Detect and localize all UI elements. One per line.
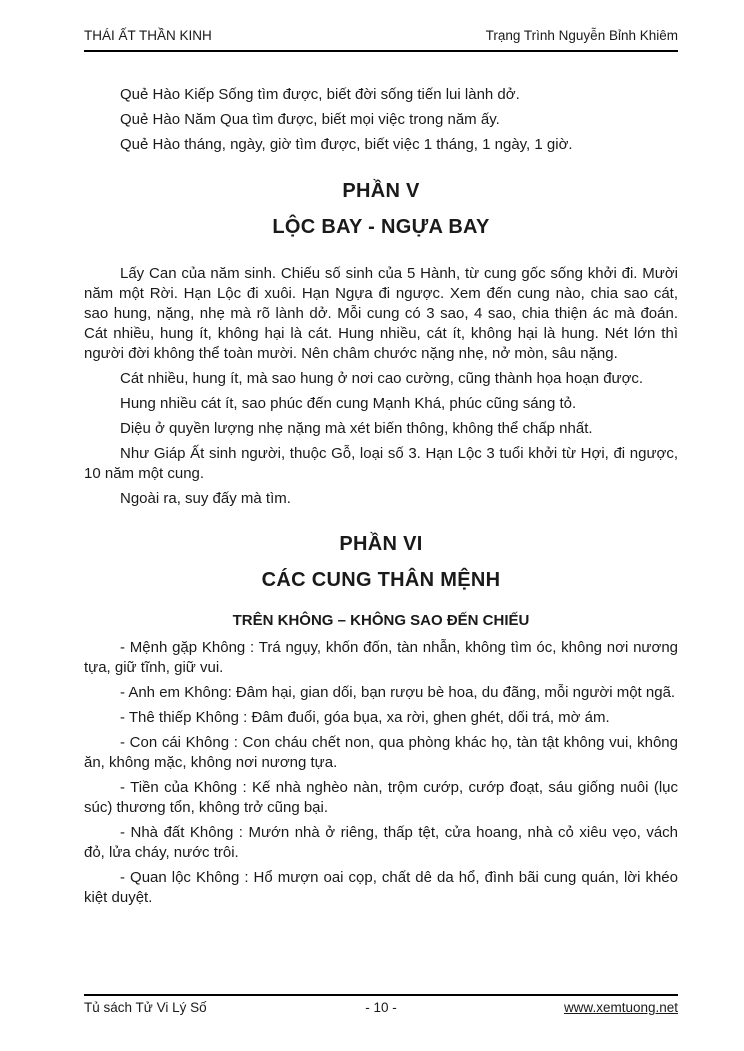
body-paragraph: Lấy Can của năm sinh. Chiếu số sinh của 5 Hành, từ cung gốc sống khởi đi. Mười năm một Rời. Hạn Lộc đi xuôi. Hạn Ngựa đi ngược. Xem đến cung nào, chia sao cát, sao hung, nặng, nhẹ mà rõ lành dở. Mỗi cung có 3 sao, 4 sao, chia thiện ác mà đoán. Cát nhiều, hung ít, không hại là cát. Hung nhiều, cát ít, không hại là hung. Nét lớn thì người đời không thể toàn mười. Nên châm chước nặng nhẹ, nở mòn, sâu nặng. [84,265,678,362]
body-paragraph: - Thê thiếp Không : Đâm đuổi, góa bụa, xa rời, ghen ghét, dối trá, mờ ám. [120,709,610,726]
page-header [84,0,678,52]
header-book-title: THÁI ẤT THẦN KINH [84,28,212,43]
body-paragraph: - Mệnh gặp Không : Trá ngụy, khốn đốn, tàn nhẫn, không tìm óc, không nơi nương tựa, giữ tĩnh, giữ vui. [84,639,678,676]
intro-line-3: Quẻ Hào tháng, ngày, giờ tìm được, biết việc 1 tháng, 1 ngày, 1 giờ. [120,136,573,153]
header-author: Trạng Trình Nguyễn Bỉnh Khiêm [485,28,678,43]
section-v-paragraphs [84,264,678,509]
body-paragraph: - Quan lộc Không : Hổ mượn oai cọp, chất dê da hổ, đình bãi cung quán, lời khéo kiệt duyệt. [84,869,678,906]
intro-block [84,85,678,155]
body-paragraph: Diệu ở quyền lượng nhẹ nặng mà xét biến thông, không thể chấp nhất. [120,420,593,437]
section-v-title: LỘC BAY - NGỰA BAY [272,216,490,238]
body-paragraph: - Anh em Không: Đâm hại, gian dối, bạn rượu bè hoa, du đãng, mỗi người một ngã. [120,684,676,701]
intro-line-2: Quẻ Hào Năm Qua tìm được, biết mọi việc trong năm ấy. [120,111,500,128]
body-paragraph: Ngoài ra, suy đấy mà tìm. [120,490,291,507]
section-vi-subheading: TRÊN KHÔNG – KHÔNG SAO ĐẾN CHIẾU [232,612,530,629]
body-paragraph: Như Giáp Ất sinh người, thuộc Gỗ, loại số 3. Hạn Lộc 3 tuổi khởi từ Hợi, đi ngược, 10 năm một cung. [84,445,678,482]
footer-series-title: Tủ sách Tử Vi Lý Số [84,1000,207,1015]
section-vi-paragraphs [84,638,678,908]
page-footer [84,994,678,1016]
section-vi-number: PHẦN VI [339,533,423,555]
footer-website-link[interactable]: www.xemtuong.net [563,1000,678,1015]
section-vi-title: CÁC CUNG THÂN MỆNH [261,569,501,591]
body-paragraph: - Con cái Không : Con cháu chết non, qua phòng khác họ, tàn tật không vui, không ăn, không mặc, không nơi nương tựa. [84,734,678,771]
body-paragraph: - Tiền của Không : Kế nhà nghèo nàn, trộm cướp, cướp đoạt, sáu giống nuôi (lục súc) thương tổn, không trở cũng bại. [84,779,678,816]
body-paragraph: Hung nhiều cát ít, sao phúc đến cung Mạnh Khá, phúc cũng sáng tỏ. [120,395,577,412]
intro-line-1: Quẻ Hào Kiếp Sống tìm được, biết đời sống tiến lui lành dở. [120,86,520,103]
page-body [84,52,678,913]
body-paragraph: Cát nhiều, hung ít, mà sao hung ở nơi cao cường, cũng thành họa hoạn được. [120,370,644,387]
footer-page-number: - 10 - [365,1000,397,1015]
body-paragraph: - Nhà đất Không : Mướn nhà ở riêng, thấp tệt, cửa hoang, nhà cỏ xiêu vẹo, vách đỏ, lửa cháy, nước trôi. [84,824,678,861]
section-v-number: PHẦN V [342,180,420,202]
